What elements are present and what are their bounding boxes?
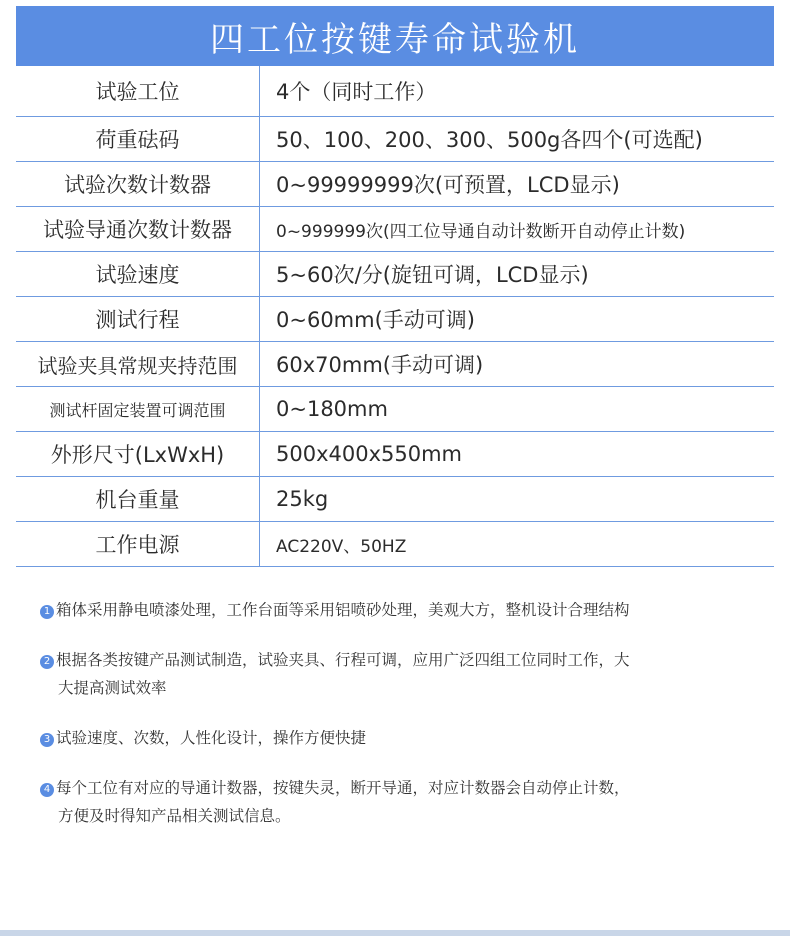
table-row — [16, 117, 774, 162]
spec-label: 试验夹具常规夹持范围 — [16, 342, 260, 387]
spec-value: 5~60次/分(旋钮可调，LCD显示) — [260, 252, 775, 297]
table-row — [16, 252, 774, 297]
spec-value: 0~180mm — [260, 387, 775, 432]
spec-value: 50、100、200、300、500g各四个(可选配) — [260, 117, 775, 162]
spec-label: 荷重砝码 — [16, 117, 260, 162]
note-number-badge: 4 — [40, 783, 54, 797]
table-row — [16, 162, 774, 207]
spec-table — [16, 66, 774, 567]
table-row — [16, 477, 774, 522]
spec-label: 外形尺寸(LxWxH) — [16, 432, 260, 477]
spec-value: AC220V、50HZ — [260, 522, 775, 567]
spec-label: 测试杆固定装置可调范围 — [16, 387, 260, 432]
spec-label: 工作电源 — [16, 522, 260, 567]
spec-label: 试验工位 — [16, 66, 260, 117]
note-number-badge: 2 — [40, 655, 54, 669]
note-text: 根据各类按键产品测试制造，试验夹具、行程可调，应用广泛四组工位同时工作，大 — [56, 651, 630, 669]
note-item — [40, 596, 760, 624]
spec-value: 4个（同时工作） — [260, 66, 775, 117]
note-item — [40, 774, 760, 830]
spec-label: 机台重量 — [16, 477, 260, 522]
table-row — [16, 432, 774, 477]
table-row — [16, 207, 774, 252]
table-row — [16, 297, 774, 342]
note-text: 每个工位有对应的导通计数器，按键失灵，断开导通，对应计数器会自动停止计数， — [56, 779, 630, 797]
footer-divider — [0, 930, 790, 936]
note-text-continued: 方便及时得知产品相关测试信息。 — [58, 807, 291, 825]
table-row — [16, 66, 774, 117]
page-title: 四工位按键寿命试验机 — [16, 6, 774, 66]
spec-value: 60x70mm(手动可调) — [260, 342, 775, 387]
note-text-continued: 大提高测试效率 — [58, 679, 167, 697]
table-row — [16, 387, 774, 432]
spec-value: 25kg — [260, 477, 775, 522]
feature-notes — [40, 596, 760, 850]
note-number-badge: 1 — [40, 605, 54, 619]
spec-value: 0~999999次(四工位导通自动计数断开自动停止计数) — [260, 207, 775, 252]
table-row — [16, 522, 774, 567]
spec-label: 试验速度 — [16, 252, 260, 297]
spec-label: 试验导通次数计数器 — [16, 207, 260, 252]
spec-value: 0~99999999次(可预置，LCD显示) — [260, 162, 775, 207]
note-item — [40, 646, 760, 702]
spec-label: 试验次数计数器 — [16, 162, 260, 207]
spec-label: 测试行程 — [16, 297, 260, 342]
spec-value: 500x400x550mm — [260, 432, 775, 477]
note-number-badge: 3 — [40, 733, 54, 747]
note-text: 试验速度、次数，人性化设计，操作方便快捷 — [56, 729, 367, 747]
note-item — [40, 724, 760, 752]
spec-value: 0~60mm(手动可调) — [260, 297, 775, 342]
note-text: 箱体采用静电喷漆处理，工作台面等采用铝喷砂处理，美观大方，整机设计合理结构 — [56, 601, 630, 619]
table-row — [16, 342, 774, 387]
